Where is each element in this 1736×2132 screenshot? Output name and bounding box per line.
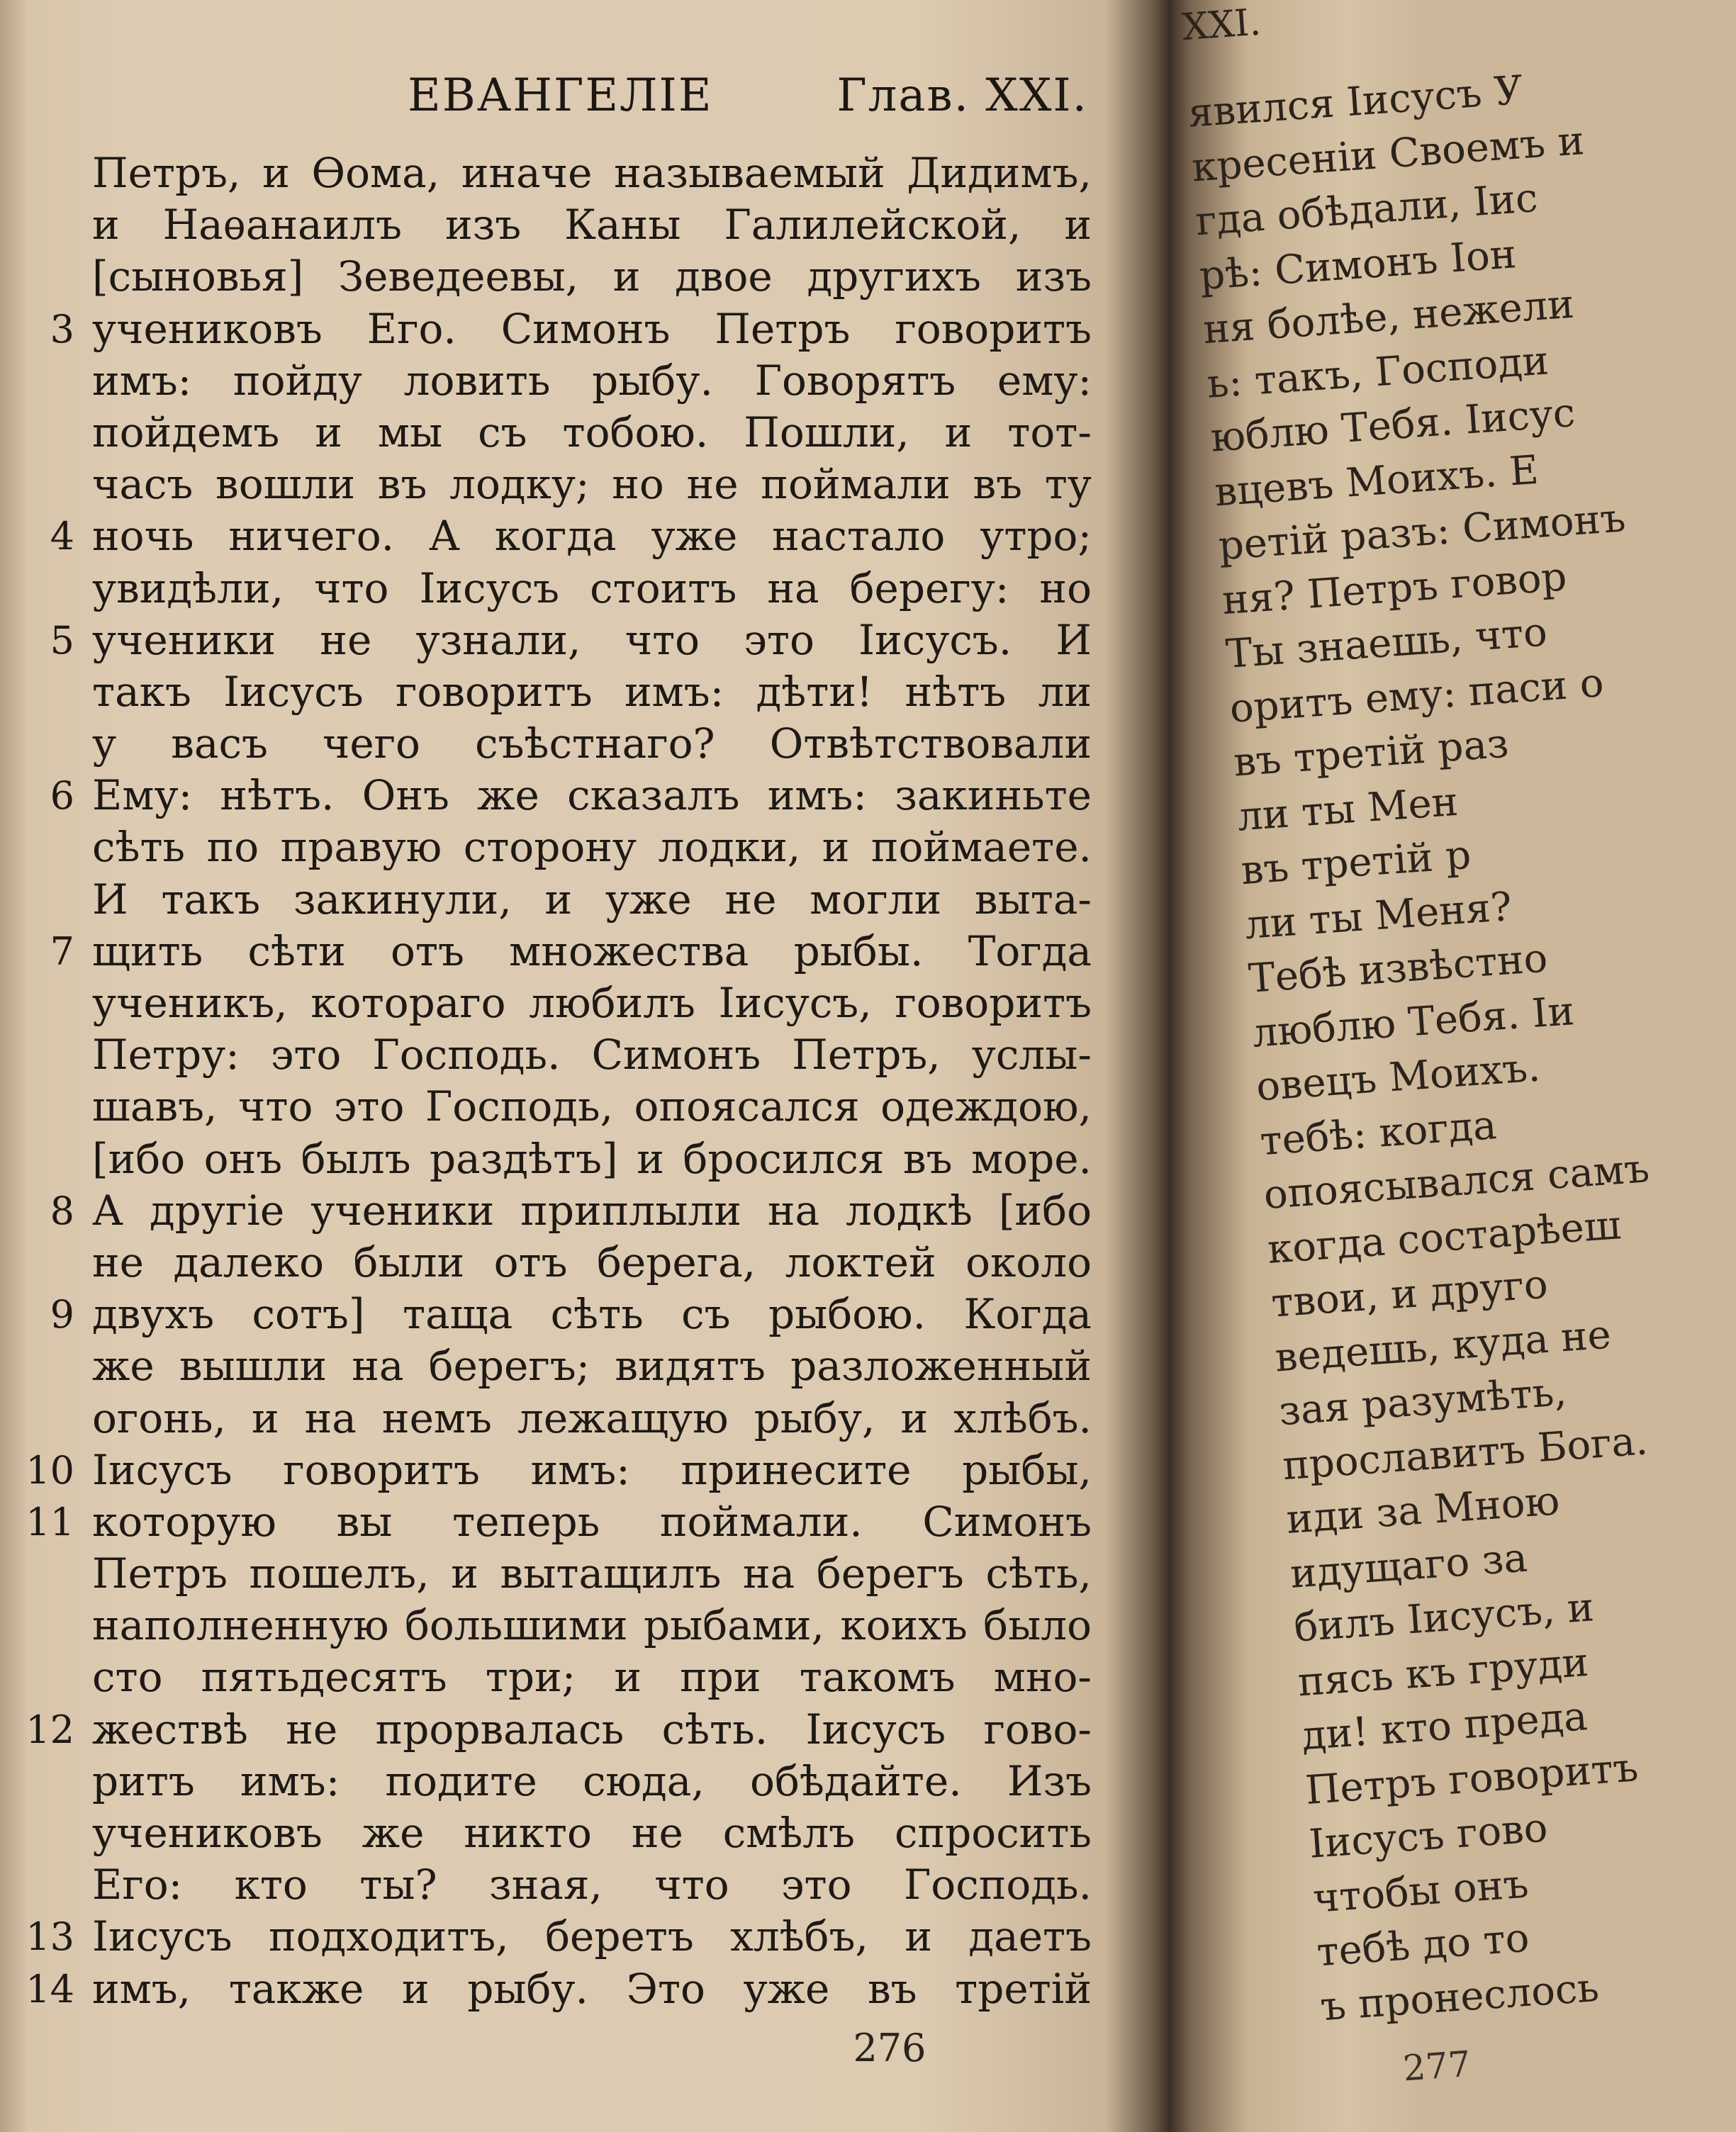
- right-text-line: зая разумѣть,: [1277, 1369, 1568, 1435]
- right-text-line: иди за Мною: [1284, 1478, 1562, 1543]
- right-text-line: вцевъ Моихъ. Е: [1213, 447, 1540, 516]
- right-text-line: ь: такъ, Господи: [1205, 337, 1550, 408]
- text-line: [50, 510, 1092, 562]
- line-text: Петръ, и Ѳома, иначе называемый Дидимъ,: [92, 149, 1092, 197]
- right-text-line: ъ пронеслось: [1318, 1964, 1601, 2030]
- text-line: [50, 1289, 1092, 1340]
- right-text-line: гда обѣдали, Іис: [1194, 174, 1540, 245]
- right-text-line: твои, и друго: [1270, 1261, 1550, 1327]
- line-text: двухъ сотъ] таща сѣть съ рыбою. Когда: [92, 1290, 1092, 1339]
- verse-number: 9: [50, 1292, 74, 1337]
- right-text-line: Ты знаешь, что: [1224, 609, 1549, 678]
- line-text: Его: кто ты? зная, что это Господь.: [92, 1861, 1092, 1909]
- verse-number: 7: [50, 928, 74, 974]
- verse-number: 12: [26, 1707, 74, 1752]
- line-text: Ему: нѣтъ. Онъ же сказалъ имъ: закиньте: [92, 771, 1092, 820]
- line-text: щить сѣти отъ множества рыбы. Тогда: [92, 926, 1092, 975]
- text-line: [26, 1444, 1092, 1496]
- text-line: [50, 303, 1092, 355]
- text-line: [92, 1081, 1092, 1133]
- line-text: [сыновья] Зеведеевы, и двое другихъ изъ: [92, 252, 1092, 301]
- line-text: увидѣли, что Іисусъ стоитъ на берегу: но: [92, 563, 1092, 612]
- right-text-line: когда состарѣеш: [1266, 1201, 1623, 1273]
- line-text: жествѣ не прорвалась сѣть. Іисусъ гово-: [92, 1705, 1092, 1754]
- right-text-line: тебѣ до то: [1315, 1914, 1531, 1976]
- text-line: [92, 1600, 1092, 1651]
- line-text: имъ: пойду ловить рыбу. Говорятъ ему:: [92, 356, 1092, 405]
- body-text: [26, 147, 1092, 2015]
- text-line: [92, 563, 1092, 615]
- right-text-line: ня? Петръ говор: [1221, 553, 1569, 624]
- right-text-line: ди! кто преда: [1300, 1693, 1589, 1760]
- line-text: шавъ, что это Господь, опоясался одеждою,: [92, 1082, 1092, 1131]
- verse-number: 4: [50, 514, 74, 559]
- line-text: Петръ пошелъ, и вытащилъ на берегъ сѣть,: [92, 1549, 1092, 1598]
- right-text-line: чтобы онъ: [1311, 1861, 1530, 1922]
- text-line: [92, 1651, 1092, 1703]
- verse-number: 10: [26, 1447, 74, 1493]
- text-line: [92, 199, 1092, 251]
- line-text: учениковъ Его. Симонъ Петръ говоритъ: [92, 304, 1092, 353]
- text-line: [26, 1963, 1092, 2015]
- right-page-content: [1173, 0, 1651, 2127]
- line-text: сѣть по правую сторону лодки, и поймаете.: [92, 823, 1092, 872]
- right-text-line: идущаго за: [1289, 1535, 1529, 1598]
- text-line: [92, 1756, 1092, 1807]
- right-text-line: кресеніи Своемъ и: [1190, 117, 1586, 191]
- text-line: [92, 1807, 1092, 1859]
- text-line: [92, 1133, 1092, 1185]
- right-text-line: оритъ ему: паси о: [1228, 659, 1606, 732]
- right-text-line: въ третій раз: [1232, 720, 1511, 786]
- verse-number: 6: [50, 773, 74, 819]
- running-header: [408, 69, 1088, 133]
- right-text-line: Петръ говоритъ: [1304, 1744, 1640, 1814]
- text-line: [92, 251, 1092, 303]
- text-line: [92, 1859, 1092, 1911]
- right-text-line: люблю Тебя. Іи: [1250, 987, 1576, 1057]
- line-text: ученикъ, котораго любилъ Іисусъ, говоритъ: [92, 979, 1092, 1027]
- right-text-line: билъ Іисусъ, и: [1292, 1584, 1596, 1651]
- text-line: [50, 926, 1092, 977]
- text-line: [50, 1185, 1092, 1237]
- line-text: которую вы теперь поймали. Симонъ: [92, 1497, 1092, 1546]
- right-text-line: ня болѣе, нежели: [1202, 281, 1576, 354]
- line-text: ночь ничего. А когда уже настало утро;: [92, 512, 1092, 561]
- line-text: [ибо онъ былъ раздѣтъ] и бросился въ море.: [92, 1134, 1092, 1183]
- line-text: Іисусъ говоритъ имъ: принесите рыбы,: [92, 1445, 1092, 1494]
- verse-number: 5: [50, 617, 74, 663]
- right-header: XXI.: [1180, 1, 1262, 50]
- line-text: учениковъ же никто не смѣлъ спросить: [92, 1809, 1092, 1857]
- right-text-line: ретій разъ: Симонъ: [1216, 495, 1628, 570]
- right-text-line: ведешь, куда не: [1273, 1311, 1613, 1381]
- line-text: такъ Іисусъ говоритъ имъ: дѣти! нѣтъ ли: [92, 667, 1092, 716]
- line-text: А другіе ученики приплыли на лодкѣ [ибо: [92, 1186, 1092, 1235]
- verse-number: 8: [50, 1188, 74, 1233]
- right-text-line: юблю Тебя. Іисус: [1209, 389, 1577, 461]
- text-line: [92, 1340, 1092, 1392]
- right-text-line: овецъ Моихъ.: [1255, 1044, 1542, 1111]
- text-line: [92, 1548, 1092, 1600]
- text-line: [92, 977, 1092, 1029]
- verse-number: 14: [26, 1966, 74, 2012]
- right-text-line: пясь къ груди: [1296, 1639, 1590, 1705]
- line-text: И такъ закинули, и уже не могли выта-: [92, 875, 1092, 924]
- text-line: [92, 718, 1092, 770]
- line-text: у васъ чего съѣстнаго? Отвѣтствовали: [92, 719, 1092, 768]
- line-text: часъ вошли въ лодку; но не поймали въ ту: [92, 460, 1092, 509]
- text-line: [26, 1704, 1092, 1756]
- line-text: пойдемъ и мы съ тобою. Пошли, и тот-: [92, 408, 1092, 456]
- text-line: [92, 821, 1092, 873]
- line-text: имъ, также и рыбу. Это уже въ третій: [92, 1964, 1092, 2013]
- text-line: [26, 1911, 1092, 1963]
- text-line: [50, 770, 1092, 821]
- text-line: [92, 874, 1092, 926]
- line-text: Петру: это Господь. Симонъ Петръ, услы-: [92, 1031, 1092, 1079]
- line-text: не далеко были отъ берега, локтей около: [92, 1238, 1092, 1286]
- right-text-line: Тебѣ извѣстно: [1247, 935, 1550, 1002]
- verse-number: 3: [50, 306, 74, 352]
- text-line: [92, 1393, 1092, 1444]
- text-line: [92, 355, 1092, 407]
- line-text: ритъ имъ: подите сюда, обѣдайте. Изъ: [92, 1756, 1092, 1805]
- line-text: же вышли на берегъ; видятъ разложенный: [92, 1342, 1092, 1391]
- header-title: ЕВАНГЕЛІЕ: [408, 69, 713, 122]
- line-text: наполненную большими рыбами, коихъ было: [92, 1601, 1092, 1650]
- line-text: и Наѳанаилъ изъ Каны Галилейской, и: [92, 201, 1092, 249]
- text-line: [26, 1496, 1092, 1548]
- line-text: сто пятьдесятъ три; и при такомъ мно-: [92, 1653, 1092, 1702]
- verse-number: 13: [26, 1914, 74, 1960]
- right-text-line: тебѣ: когда: [1258, 1101, 1499, 1165]
- right-text-line: ли ты Меня?: [1243, 883, 1513, 948]
- text-line: [92, 666, 1092, 718]
- right-text-line: рѣ: Симонъ Іон: [1197, 230, 1518, 299]
- text-line: [92, 459, 1092, 510]
- text-line: [92, 407, 1092, 459]
- right-text-line: явился Іисусъ У: [1186, 67, 1525, 137]
- verse-number: 11: [26, 1499, 74, 1544]
- right-text-line: опоясывался самъ: [1262, 1145, 1651, 1219]
- line-text: Іисусъ подходитъ, беретъ хлѣбъ, и даетъ: [92, 1912, 1092, 1961]
- line-text: огонь, и на немъ лежащую рыбу, и хлѣбъ.: [92, 1393, 1092, 1442]
- right-text-line: Іисусъ гово: [1307, 1805, 1550, 1868]
- text-line: [92, 1029, 1092, 1081]
- right-page-number: 277: [1401, 2043, 1472, 2089]
- header-chapter: Глав. XXI.: [836, 69, 1088, 122]
- text-line: [92, 147, 1092, 199]
- text-line: [50, 615, 1092, 666]
- text-line: [92, 1237, 1092, 1289]
- right-page: [1173, 0, 1651, 2132]
- right-text-line: ли ты Мен: [1236, 778, 1460, 840]
- page-number: 276: [853, 2026, 926, 2070]
- line-text: ученики не узнали, что это Іисусъ. И: [92, 615, 1092, 664]
- right-text-line: прославитъ Бога.: [1281, 1417, 1650, 1489]
- right-text-line: въ третій р: [1239, 831, 1473, 894]
